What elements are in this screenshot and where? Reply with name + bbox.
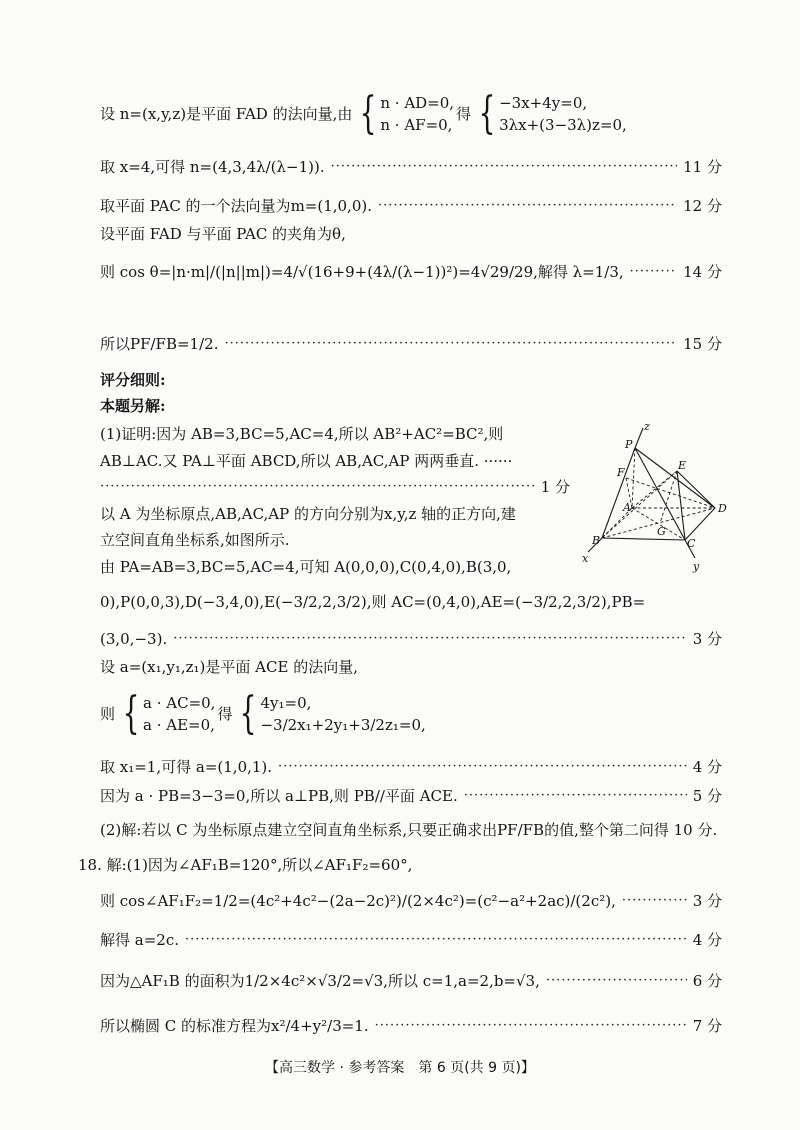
text: 则 [100,705,116,723]
score-line-4a [100,757,722,777]
system-right: { −3x+4y=0, 3λx+(3−3λ)z=0, [478,88,627,139]
text-line: (2)解:若以 C 为坐标原点建立空间直角坐标系,只要正确求出PF/FB的值,整个第二问得 10 分. [100,821,718,839]
text: 则 cos∠AF₁F₂=1/2=(4c²+4c²−(2a−2c)²)/(2×4c²)=(c²−a²+2ac)/(2c²), [100,892,616,910]
score-line-12 [100,196,722,216]
eq: 3λx+(3−3λ)z=0, [499,116,627,134]
score-line-3b [100,891,722,911]
label-P: P [625,438,633,451]
text: (3,0,−3). [100,630,168,648]
edge-PA [632,448,635,508]
eq: n · AD=0, [380,94,455,112]
score-line-5 [100,786,722,806]
z-axis [635,428,643,448]
score: 1 分 [540,478,570,496]
label-E: E [678,459,687,472]
line-normal-vector-fad [100,88,629,139]
text: 取平面 PAC 的一个法向量为m=(1,0,0). [100,197,372,215]
score: 14 分 [683,263,722,281]
label-A: A [623,501,631,514]
score: 4 分 [692,931,722,949]
eq: −3x+4y=0, [499,94,588,112]
text-line: AB⊥AC.又 PA⊥平面 ABCD,所以 AB,AC,AP 两两垂直. ······ [100,452,513,470]
edge-BC [602,538,685,540]
pyramid-figure [580,420,740,580]
text: 设 n=(x,y,z)是平面 FAD 的法向量,由 [100,105,353,123]
text-line: 由 PA=AB=3,BC=5,AC=4,可知 A(0,0,0),C(0,4,0),B(3,0, [100,558,512,576]
edge-EC [677,471,685,540]
text: 解得 a=2c. [100,931,179,949]
label-B: B [592,534,601,547]
score-line-11 [100,157,722,177]
score: 6 分 [692,972,722,990]
score-line-7 [100,1016,722,1036]
score: 3 分 [692,892,722,910]
section-heading: 评分细则: [100,371,166,389]
score: 12 分 [683,197,722,215]
score: 15 分 [683,335,722,353]
text: 因为 a · PB=3−3=0,所以 a⊥PB,则 PB//平面 ACE. [100,787,458,805]
score: 11 分 [683,158,722,176]
label-x: x [582,552,589,565]
score: 3 分 [692,630,722,648]
edge-CD [685,508,715,540]
text: 所以PF/FB=1/2. [100,335,219,353]
eq: n · AF=0, [380,116,453,134]
page-footer: 【高三数学 · 参考答案 第 6 页(共 9 页)】 [265,1060,535,1076]
eq: −3/2x₁+2y₁+3/2z₁=0, [260,716,426,734]
system-left: { n · AD=0, n · AF=0, [359,88,455,139]
text: 所以椭圆 C 的标准方程为x²/4+y²/3=1. [100,1017,369,1035]
system-left: { a · AC=0, a · AE=0, [122,688,216,739]
text: 得 [456,105,472,123]
text-line: 0),P(0,0,3),D(−3,4,0),E(−3/2,2,3/2),则 AC=(0,4,0),AE=(−3/2,2,3/2),PB= [100,593,646,611]
score: 4 分 [692,758,722,776]
text: 得 [217,705,233,723]
score-line-4b [100,930,722,950]
system-right: { 4y₁=0, −3/2x₁+2y₁+3/2z₁=0, [240,688,426,739]
score-line-3 [100,629,722,649]
label-C: C [687,537,696,550]
edge-AE [632,471,677,508]
text: 取 x=4,可得 n=(4,3,4λ/(λ−1)). [100,158,325,176]
text-line: 设平面 FAD 与平面 PAC 的夹角为θ, [100,225,346,243]
text: 则 cos θ=|n·m|/(|n||m|)=4/√(16+9+(4λ/(λ−1))²)=4√29/29,解得 λ=1/3, [100,263,624,281]
score-line-6 [100,971,722,991]
eq: 4y₁=0, [260,694,312,712]
edge-PB [602,448,635,538]
section-heading: 本题另解: [100,397,166,415]
text-line: 以 A 为坐标原点,AB,AC,AP 的方向分别为x,y,z 轴的正方向,建 [100,505,516,523]
text-line: 设 a=(x₁,y₁,z₁)是平面 ACE 的法向量, [100,658,358,676]
score: 7 分 [692,1017,722,1035]
question-18-heading: 18. 解:(1)因为∠AF₁B=120°,所以∠AF₁F₂=60°, [78,856,413,874]
label-z: z [644,420,650,433]
text: 因为△AF₁B 的面积为1/2×4c²×√3/2=√3,所以 c=1,a=2,b=√3, [100,972,540,990]
label-G: G [657,525,666,538]
score-line-1 [100,477,570,497]
eq: a · AC=0, [143,694,216,712]
score-line-14 [100,262,722,282]
edge-FD [626,478,715,508]
score-line-15 [100,334,722,354]
label-y: y [693,560,700,573]
text-line: 立空间直角坐标系,如图所示. [100,531,290,549]
text-line: (1)证明:因为 AB=3,BC=5,AC=4,所以 AB²+AC²=BC²,则 [100,425,504,443]
score: 5 分 [692,787,722,805]
label-F: F [617,466,625,479]
label-D: D [718,502,727,515]
eq: a · AE=0, [143,716,215,734]
text: 取 x₁=1,可得 a=(1,0,1). [100,758,273,776]
line-normal-vector-ace [100,688,428,739]
